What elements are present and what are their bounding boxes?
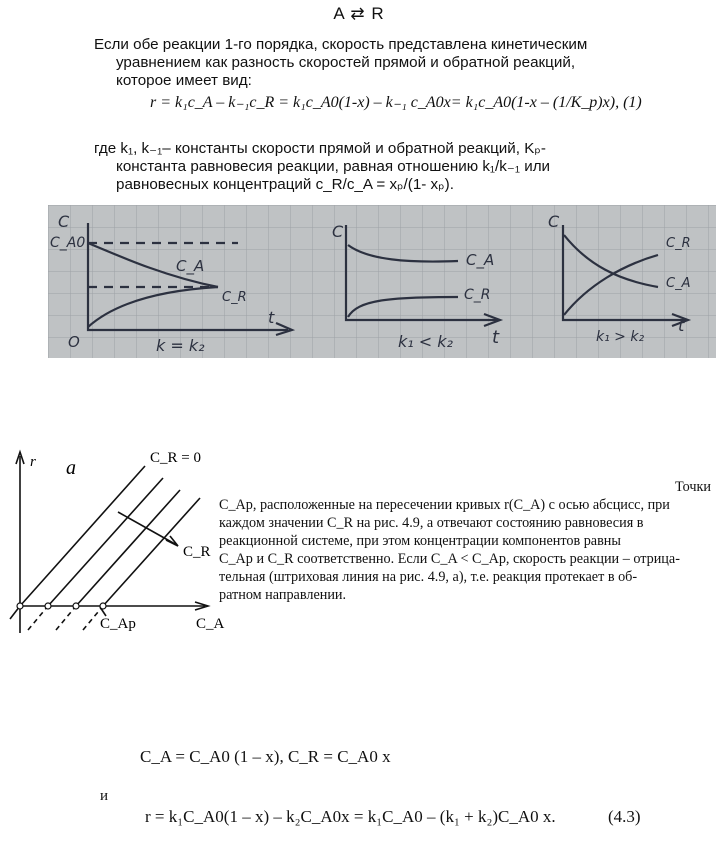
plot1-caption: k = k₂ [156, 336, 205, 355]
plot2-y-label: C [332, 222, 344, 241]
textbook-line-1: Точки [675, 479, 711, 495]
constants-line-2: константа равновесия реакции, равная отношению k₁/k₋₁ или [116, 158, 551, 175]
plot1-x-label: t [268, 308, 275, 327]
textbook-line-2: C_Ap, расположенные на пересечении кривых r(C_A) с осью абсцисс, при [219, 497, 670, 513]
fig-cr-label: C_R [183, 544, 211, 560]
fig-y-label: r [30, 454, 36, 470]
intro-paragraph [94, 36, 624, 90]
plot2-ca-label: C_A [466, 251, 495, 269]
plot3-ca-label: C_A [666, 276, 691, 291]
fig-cr-zero-label: C_R = 0 [150, 450, 201, 466]
plot1-cr-label: C_R [222, 290, 247, 305]
fig-x-label: C_A [196, 616, 225, 632]
intro-line-2: уравнением как разность скоростей прямой и обратной реакций, [116, 54, 576, 71]
handwritten-graphs-photo [48, 205, 716, 358]
fig-panel-label: a [66, 457, 76, 479]
fig-cr-arrowhead [166, 536, 178, 546]
fig-point-2 [45, 603, 51, 609]
fig-point-4 [100, 603, 106, 609]
plot3-caption: k₁ > k₂ [596, 329, 645, 345]
plot2-cr-label: C_R [464, 287, 491, 303]
concentration-formulas: C_A = C_A0 (1 – x), C_R = C_A0 x [140, 747, 391, 766]
plot1-y-label: C [58, 212, 70, 231]
constants-paragraph [94, 140, 624, 194]
reaction-title: A ⇄ R [333, 4, 385, 23]
plot1-origin-label: O [68, 333, 80, 351]
plot3-y-label: C [548, 212, 560, 231]
fig-line-1 [20, 466, 145, 606]
fig-point-1 [17, 603, 23, 609]
fig-dash-3 [56, 606, 76, 630]
plot1-ca0-label: C_A0 [50, 235, 86, 251]
rate-formula-4-3: r = k₁C_A0(1 – x) – k₂C_A0x = k₁C_A0 – (k₁ + k₂)C_A0 x. [145, 807, 556, 826]
fig-cr-arrow [118, 512, 175, 544]
and-word: и [100, 788, 109, 804]
rate-equation-1: r = k₁c_A – k₋₁c_R = k₁c_A0(1-x) – k₋₁ c_A0x= k₁c_A0(1-x – (1/K_p)x), (1) [150, 94, 642, 111]
figure-4-9-a [0, 448, 225, 643]
fig-cap-label: C_Ap [100, 616, 136, 632]
constants-line-1: где k₁, k₋₁– константы скорости прямой и обратной реакций, Kₚ- [94, 140, 546, 157]
intro-line-1: Если обе реакции 1-го порядка, скорость представлена кинетическим [94, 36, 588, 53]
fig-dash-2 [28, 606, 48, 630]
equation-number-4-3: (4.3) [608, 807, 641, 826]
fig-line-2 [48, 478, 163, 606]
textbook-line-7: ратном направлении. [219, 587, 347, 603]
plot2-caption: k₁ < k₂ [398, 332, 453, 351]
textbook-paragraph [219, 478, 711, 604]
textbook-line-6: тельная (штриховая линия на рис. 4.9, a), т.е. реакция протекает в об- [219, 569, 638, 585]
intro-line-3: которое имеет вид: [116, 72, 252, 89]
textbook-line-4: реакционной системе, при этом концентрации компонентов равны [219, 533, 621, 549]
plot2-x-label: t [492, 327, 500, 348]
constants-line-3: равновесных концентраций c_R/c_A = xₚ/(1- xₚ). [116, 176, 454, 193]
plot3-x-label: t [678, 316, 685, 335]
fig-point-3 [73, 603, 79, 609]
fig-line-3 [76, 490, 180, 606]
plot3-cr-label: C_R [666, 236, 691, 251]
plot1-ca-label: C_A [176, 257, 205, 275]
textbook-line-3: каждом значении C_R на рис. 4.9, a отвечают состоянию равновесия в [219, 515, 644, 531]
textbook-line-5: C_Ap и C_R соответственно. Если C_A < C_Ap, скорость реакции – отрица- [219, 551, 680, 567]
